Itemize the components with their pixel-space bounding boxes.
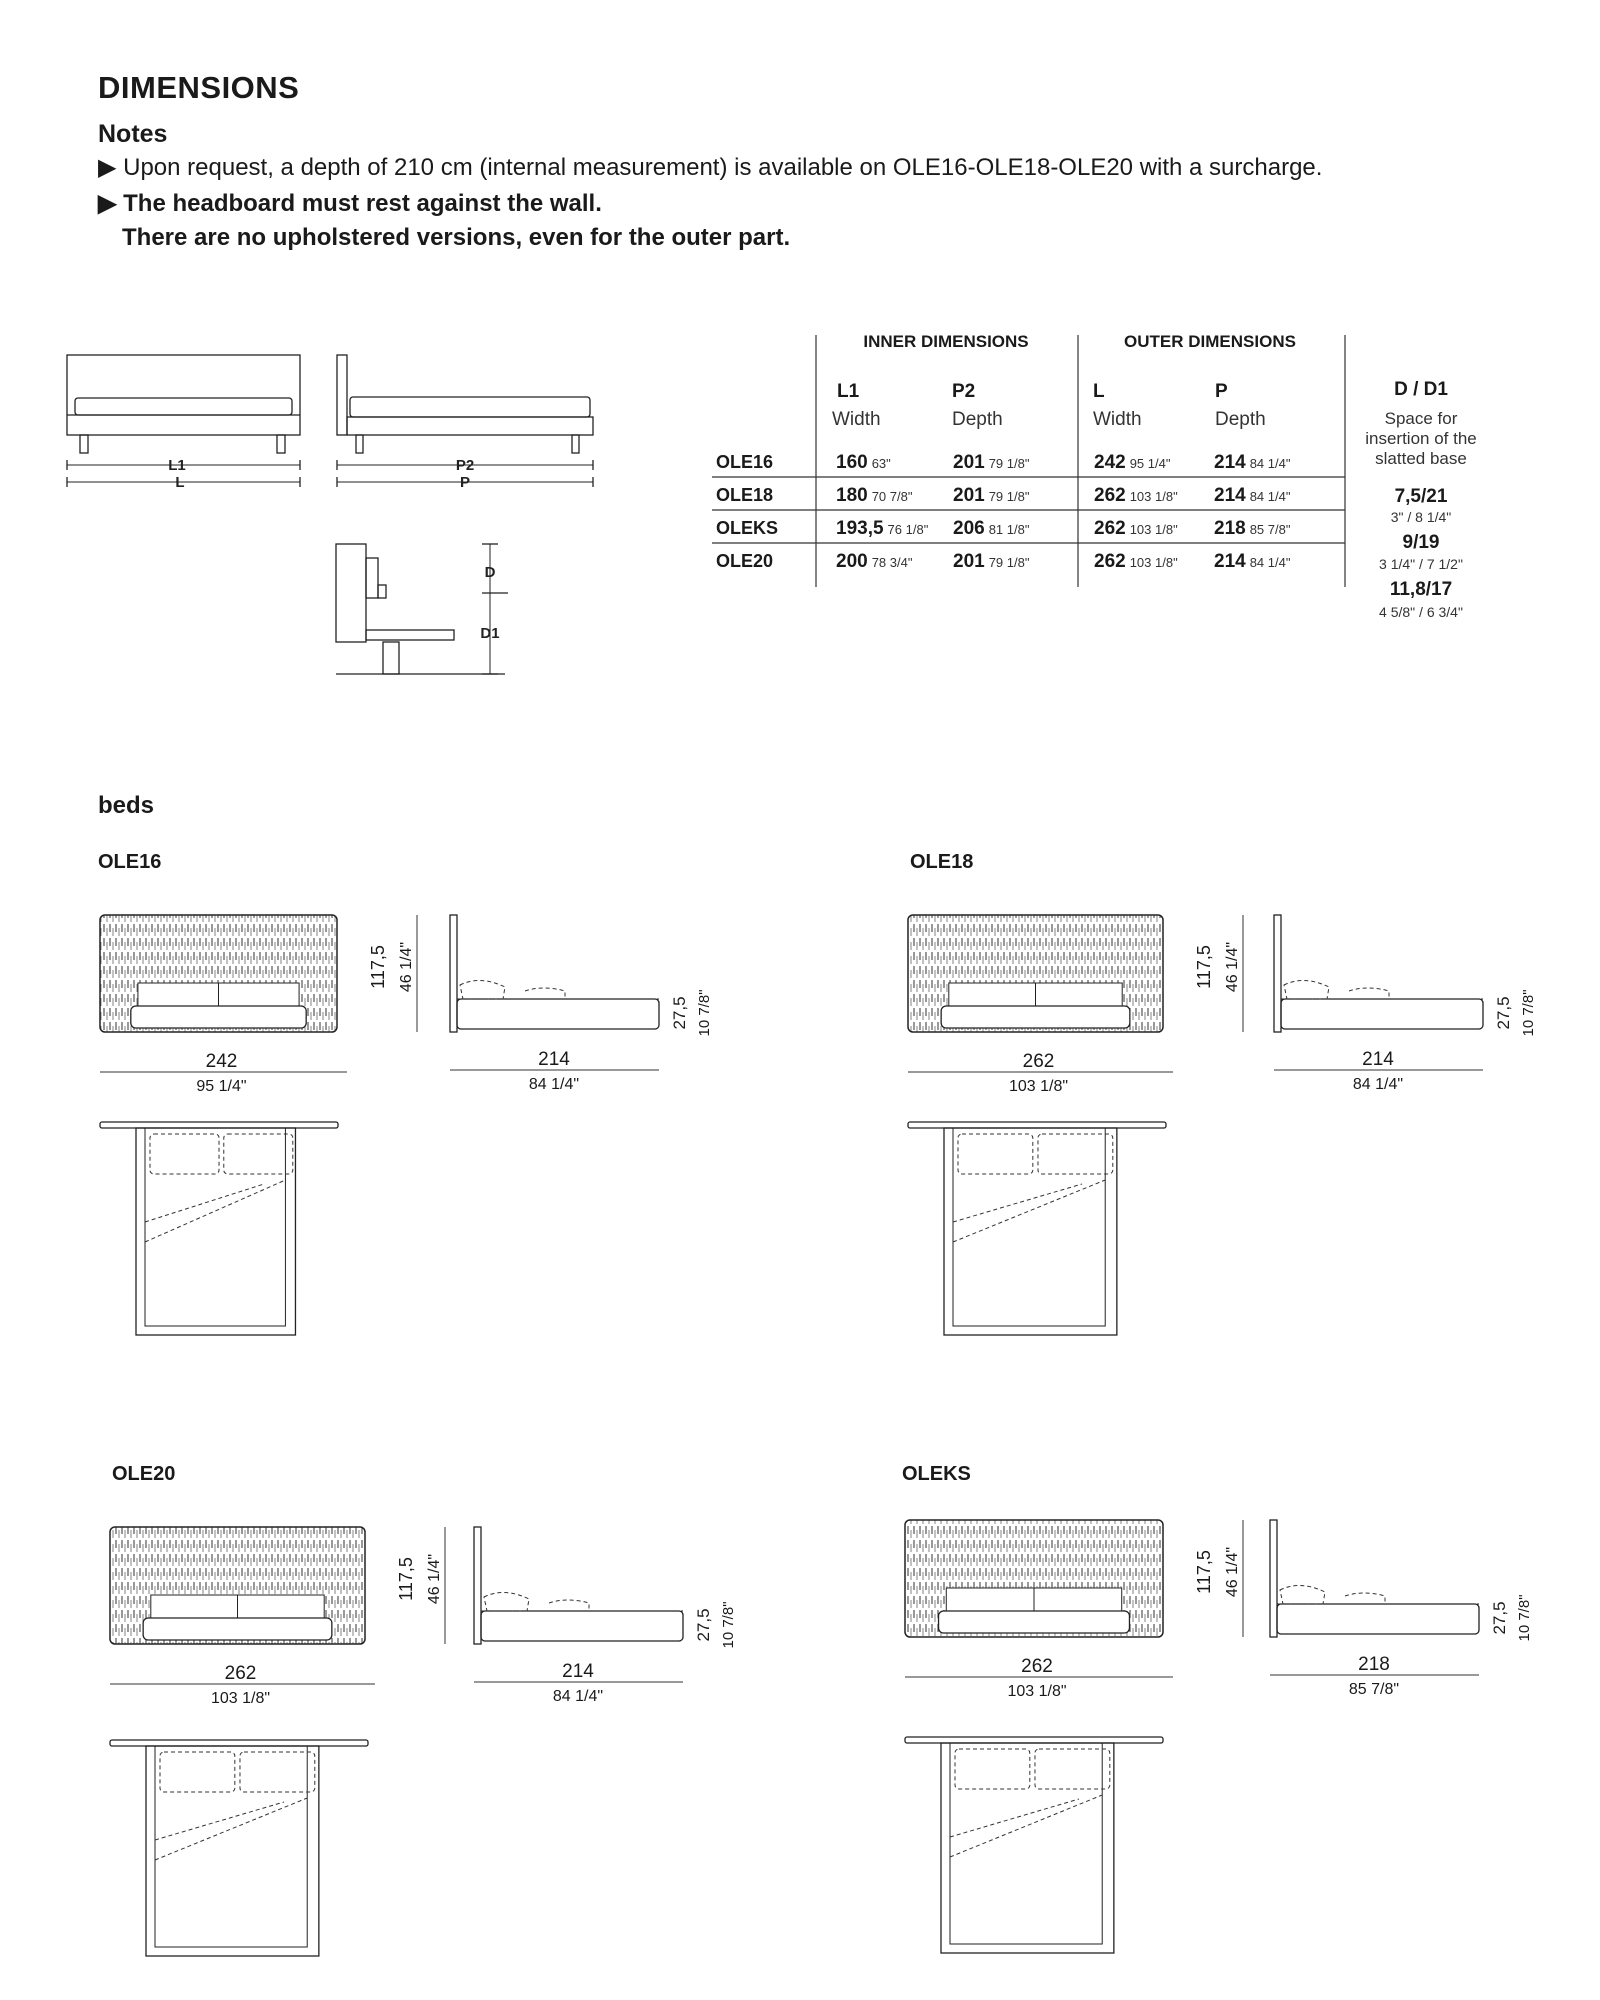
width-in: 103 1/8" xyxy=(1007,1683,1067,1700)
label-p2: P2 xyxy=(455,457,475,474)
height-in: 46 1/4" xyxy=(398,941,415,993)
cell-p2: 201 79 1/8" xyxy=(953,485,1030,506)
bed-block-oleks xyxy=(902,1463,1533,1953)
page-title: DIMENSIONS xyxy=(98,70,300,105)
front-view xyxy=(905,1520,1243,1700)
dd1-value-cm: 7,5/21 xyxy=(1394,486,1448,507)
width-in: 103 1/8" xyxy=(1008,1078,1069,1095)
row-model: OLE18 xyxy=(716,485,774,505)
table-row xyxy=(716,518,1291,539)
side-view xyxy=(450,915,713,1093)
note-depth-request: ▶ Upon request, a depth of 210 cm (internal measurement) is available on OLE16-OLE18-OLE20 with a surcharge. xyxy=(98,154,1323,181)
col-label-p2: Depth xyxy=(952,409,1003,430)
col-code-l: L xyxy=(1093,381,1105,402)
col-code-p: P xyxy=(1215,381,1228,402)
label-d1: D1 xyxy=(480,625,500,642)
frame-height-cm: 27,5 xyxy=(694,1608,713,1642)
frame-height-in: 10 7/8" xyxy=(696,989,713,1037)
model-name: OLE16 xyxy=(98,851,162,873)
depth-in: 84 1/4" xyxy=(552,1688,604,1705)
height-cm: 117,5 xyxy=(1194,1550,1214,1594)
col-label-p: Depth xyxy=(1215,409,1266,430)
depth-cm: 214 xyxy=(1362,1049,1394,1070)
note-no-upholstered: There are no upholstered versions, even for the outer part. xyxy=(122,224,791,251)
cell-p2: 206 81 1/8" xyxy=(953,518,1030,539)
cell-l: 242 95 1/4" xyxy=(1094,452,1171,473)
section-view-diagram xyxy=(336,544,508,674)
height-in: 46 1/4" xyxy=(1224,941,1241,993)
cell-p: 218 85 7/8" xyxy=(1214,518,1291,539)
cell-l1: 193,5 76 1/8" xyxy=(836,518,929,539)
depth-in: 85 7/8" xyxy=(1348,1681,1400,1698)
frame-height-in: 10 7/8" xyxy=(720,1601,737,1649)
label-l1: L1 xyxy=(168,457,186,474)
height-cm: 117,5 xyxy=(368,945,388,989)
height-in: 46 1/4" xyxy=(426,1553,443,1605)
group-inner-dimensions: INNER DIMENSIONS xyxy=(863,332,1029,351)
model-name: OLE20 xyxy=(112,1463,176,1485)
cell-p: 214 84 1/4" xyxy=(1214,485,1291,506)
note-headboard-wall: ▶ The headboard must rest against the wall. xyxy=(98,190,602,217)
bed-block-ole16 xyxy=(98,851,713,1335)
frame-height-cm: 27,5 xyxy=(1490,1601,1509,1635)
cell-l1: 160 63" xyxy=(836,452,891,473)
table-row xyxy=(716,551,1291,572)
depth-cm: 214 xyxy=(562,1661,594,1682)
width-cm: 262 xyxy=(1021,1656,1053,1677)
beds-section-title: beds xyxy=(98,792,155,819)
cell-p: 214 84 1/4" xyxy=(1214,551,1291,572)
depth-in: 84 1/4" xyxy=(528,1076,580,1093)
plan-view xyxy=(110,1740,368,1956)
dd1-value-in: 3" / 8 1/4" xyxy=(1390,509,1452,525)
plan-view xyxy=(100,1122,338,1335)
label-d: D xyxy=(484,564,496,581)
height-in: 46 1/4" xyxy=(1224,1546,1241,1598)
cell-l: 262 103 1/8" xyxy=(1094,551,1178,572)
table-row xyxy=(716,452,1291,473)
dd1-value-cm: 9/19 xyxy=(1402,532,1440,553)
height-cm: 117,5 xyxy=(396,1557,416,1601)
cell-p2: 201 79 1/8" xyxy=(953,551,1030,572)
dd1-value-cm: 11,8/17 xyxy=(1389,579,1453,600)
cell-l1: 200 78 3/4" xyxy=(836,551,913,572)
dd1-label-line: insertion of the xyxy=(1365,429,1477,448)
label-l: L xyxy=(175,474,185,491)
col-label-l1: Width xyxy=(832,409,881,430)
width-in: 95 1/4" xyxy=(196,1078,247,1095)
front-view xyxy=(110,1527,445,1707)
col-code-dd1: D / D1 xyxy=(1394,379,1448,400)
front-view xyxy=(100,915,417,1095)
model-name: OLE18 xyxy=(910,851,974,873)
model-name: OLEKS xyxy=(902,1463,971,1485)
col-code-l1: L1 xyxy=(837,381,860,402)
col-label-l: Width xyxy=(1093,409,1142,430)
bed-block-ole18 xyxy=(908,851,1537,1335)
dimension-table xyxy=(712,332,1477,620)
frame-height-in: 10 7/8" xyxy=(1516,1594,1533,1642)
dd1-label-line: Space for xyxy=(1384,409,1458,428)
depth-cm: 218 xyxy=(1358,1654,1390,1675)
width-cm: 262 xyxy=(224,1663,257,1684)
frame-height-cm: 27,5 xyxy=(1494,996,1513,1030)
dd1-value-in: 3 1/4" / 7 1/2" xyxy=(1379,556,1463,572)
label-p: P xyxy=(459,474,471,491)
side-view xyxy=(474,1527,737,1705)
row-model: OLE16 xyxy=(716,452,774,472)
notes-title: Notes xyxy=(98,120,168,148)
row-model: OLE20 xyxy=(716,551,774,571)
table-row xyxy=(716,485,1291,506)
bed-block-ole20 xyxy=(110,1463,737,1956)
height-cm: 117,5 xyxy=(1194,945,1214,989)
side-view xyxy=(1270,1520,1533,1698)
cell-p: 214 84 1/4" xyxy=(1214,452,1291,473)
cell-l: 262 103 1/8" xyxy=(1094,485,1178,506)
group-outer-dimensions: OUTER DIMENSIONS xyxy=(1124,332,1296,351)
side-view xyxy=(1274,915,1537,1093)
width-cm: 242 xyxy=(205,1051,238,1072)
frame-height-in: 10 7/8" xyxy=(1520,989,1537,1037)
width-cm: 262 xyxy=(1022,1051,1055,1072)
dd1-label-line: slatted base xyxy=(1375,449,1467,468)
cell-p2: 201 79 1/8" xyxy=(953,452,1030,473)
depth-in: 84 1/4" xyxy=(1352,1076,1404,1093)
row-model: OLEKS xyxy=(716,518,779,538)
width-in: 103 1/8" xyxy=(210,1690,271,1707)
plan-view xyxy=(905,1737,1163,1953)
front-view xyxy=(908,915,1243,1095)
dd1-value-in: 4 5/8" / 6 3/4" xyxy=(1379,604,1463,620)
depth-cm: 214 xyxy=(538,1049,570,1070)
plan-view xyxy=(908,1122,1166,1335)
cell-l: 262 103 1/8" xyxy=(1094,518,1178,539)
frame-height-cm: 27,5 xyxy=(670,996,689,1030)
col-code-p2: P2 xyxy=(952,381,976,402)
cell-l1: 180 70 7/8" xyxy=(836,485,913,506)
